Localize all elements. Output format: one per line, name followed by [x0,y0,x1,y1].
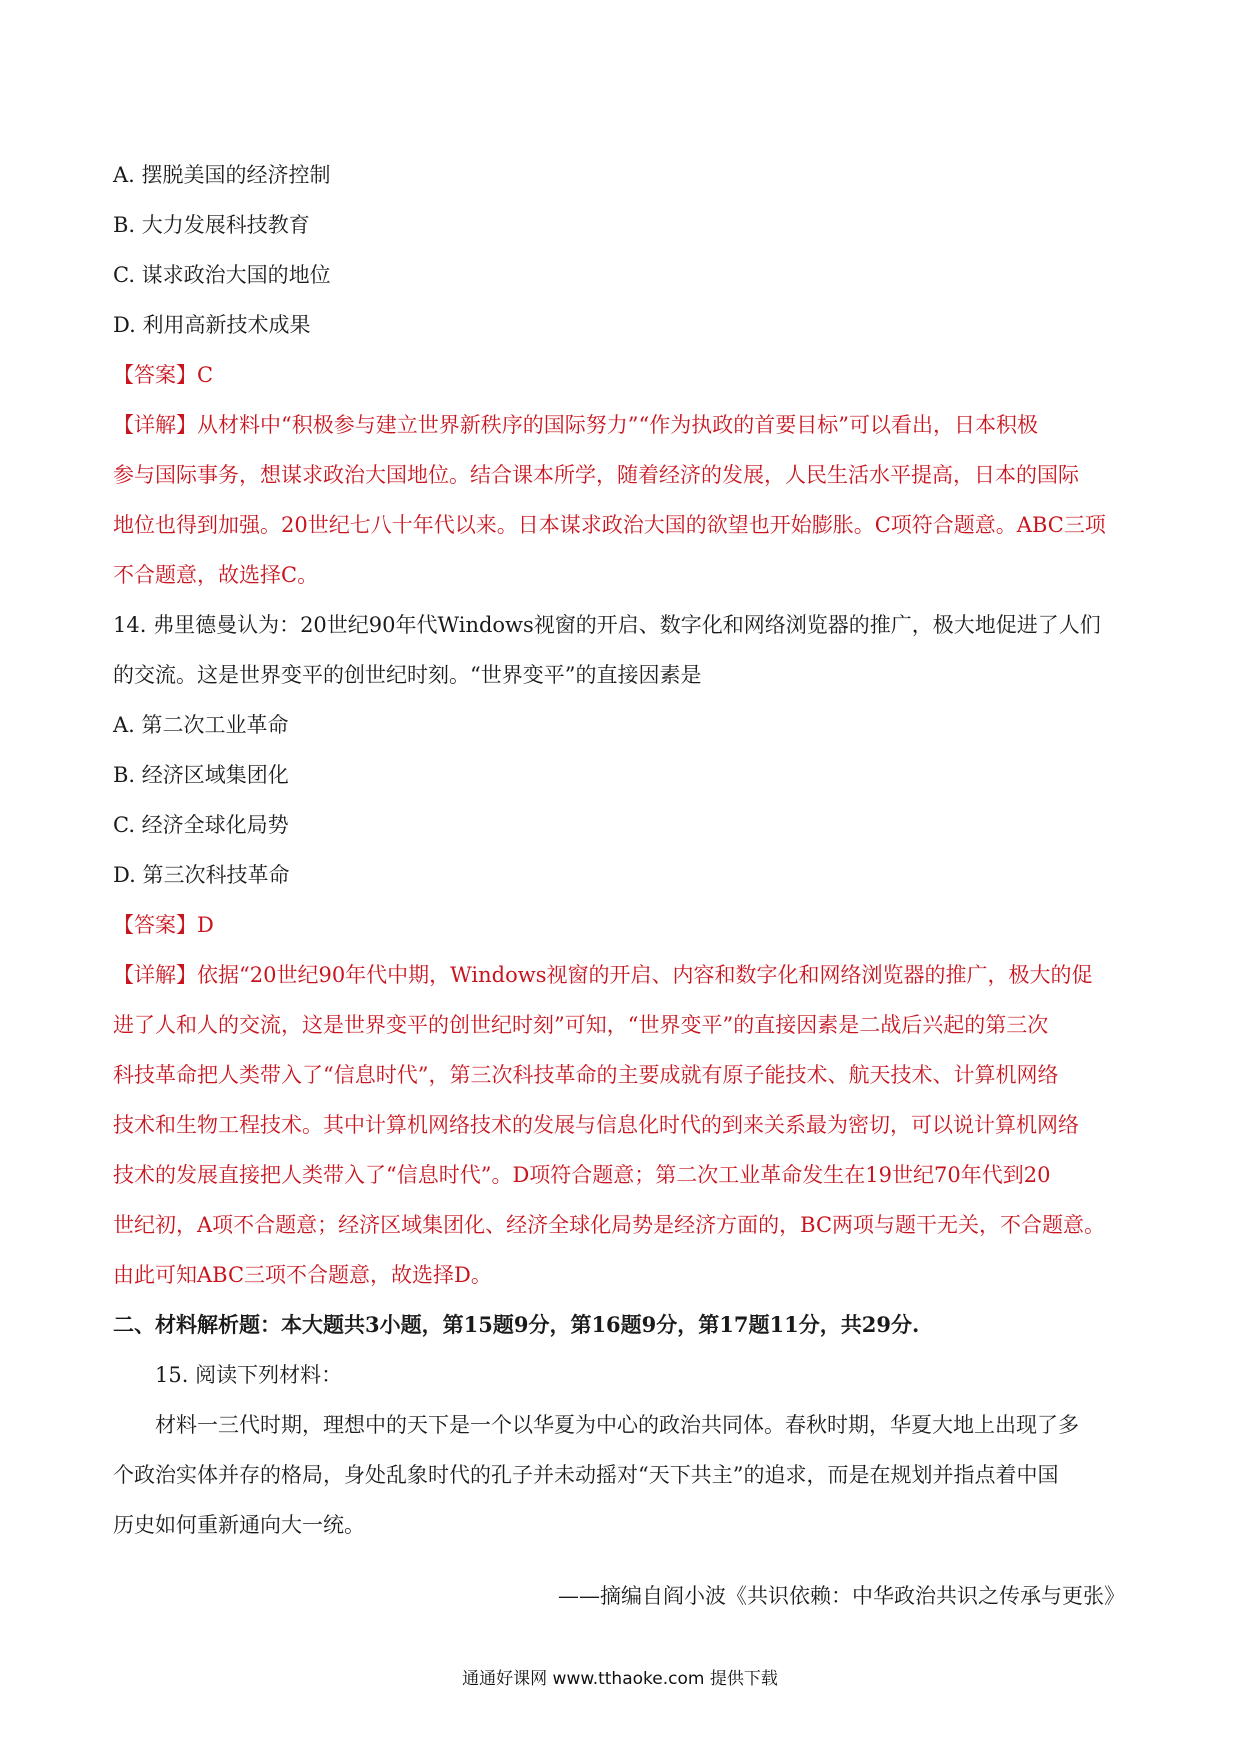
q13-explanation-line: 参与国际事务，想谋求政治大国地位。结合课本所学，随着经济的发展，人民生活水平提高，日本的国际 [113,463,1079,487]
q14-explanation-line: 技术和生物工程技术。其中计算机网络技术的发展与信息化时代的到来关系最为密切，可以说计算机网络 [113,1113,1079,1137]
q14-stem-line: 的交流。这是世界变平的创世纪时刻。“世界变平”的直接因素是 [113,663,702,687]
q13-option-b: B. 大力发展科技教育 [113,213,310,237]
section-heading: 二、材料解析题：本大题共3小题，第15题9分，第16题9分，第17题11分，共29分. [113,1312,920,1337]
q13-explanation-line: 【详解】从材料中“积极参与建立世界新秩序的国际努力”“作为执政的首要目标”可以看出，日本积极 [113,413,1038,437]
q13-option-c: C. 谋求政治大国的地位 [113,263,331,287]
q14-explanation-line: 进了人和人的交流，这是世界变平的创世纪时刻”可知，“世界变平”的直接因素是二战后兴起的第三次 [113,1013,1049,1037]
q15-material-line: 材料一三代时期，理想中的天下是一个以华夏为中心的政治共同体。春秋时期，华夏大地上出现了多 [155,1413,1079,1437]
q13-option-d: D. 利用高新技术成果 [113,313,311,337]
q13-explanation-line: 地位也得到加强。20世纪七八十年代以来。日本谋求政治大国的欲望也开始膨胀。C项符合题意。ABC三项 [113,513,1106,537]
q14-explanation-line: 由此可知ABC三项不合题意，故选择D。 [113,1263,492,1287]
q13-option-a: A. 摆脱美国的经济控制 [113,163,331,187]
q15-source-citation: ——摘编自阎小波《共识依赖：中华政治共识之传承与更张》 [558,1584,1125,1608]
q13-explanation [113,400,1133,600]
q15-intro: 15. 阅读下列材料： [155,1363,343,1387]
q14-option-d: D. 第三次科技革命 [113,863,290,887]
q14-option-a: A. 第二次工业革命 [113,713,289,737]
q14-stem [113,600,1133,700]
q14-option-c: C. 经济全球化局势 [113,813,289,837]
q14-answer: 【答案】D [113,913,214,937]
q14-explanation-line: 世纪初，A项不合题意；经济区域集团化、经济全球化局势是经济方面的，BC两项与题干无关，不合题意。 [113,1213,1106,1237]
q14-explanation [113,950,1133,1300]
q14-explanation-line: 科技革命把人类带入了“信息时代”，第三次科技革命的主要成就有原子能技术、航天技术、计算机网络 [113,1063,1059,1087]
page-footer: 通通好课网 www.tthaoke.com 提供下载 [462,1669,778,1689]
q15-material-line: 历史如何重新通向大一统。 [113,1513,365,1537]
q13-explanation-line: 不合题意，故选择C。 [113,563,319,587]
q15-material [113,1400,1133,1550]
q14-explanation-line: 技术的发展直接把人类带入了“信息时代”。D项符合题意；第二次工业革命发生在19世纪70年代到20 [113,1163,1051,1187]
q14-stem-line: 14. 弗里德曼认为：20世纪90年代Windows视窗的开启、数字化和网络浏览器的推广，极大地促进了人们 [113,613,1101,637]
page-content [113,150,1133,1642]
q14-explanation-line: 【详解】依据“20世纪90年代中期，Windows视窗的开启、内容和数字化和网络浏览器的推广，极大的促 [113,963,1093,987]
q14-options [113,700,1133,900]
q13-answer: 【答案】C [113,363,214,387]
q15-material-line: 个政治实体并存的格局，身处乱象时代的孔子并未动摇对“天下共主”的追求，而是在规划并指点着中国 [113,1463,1059,1487]
q13-options [113,150,1133,350]
q14-option-b: B. 经济区域集团化 [113,763,289,787]
